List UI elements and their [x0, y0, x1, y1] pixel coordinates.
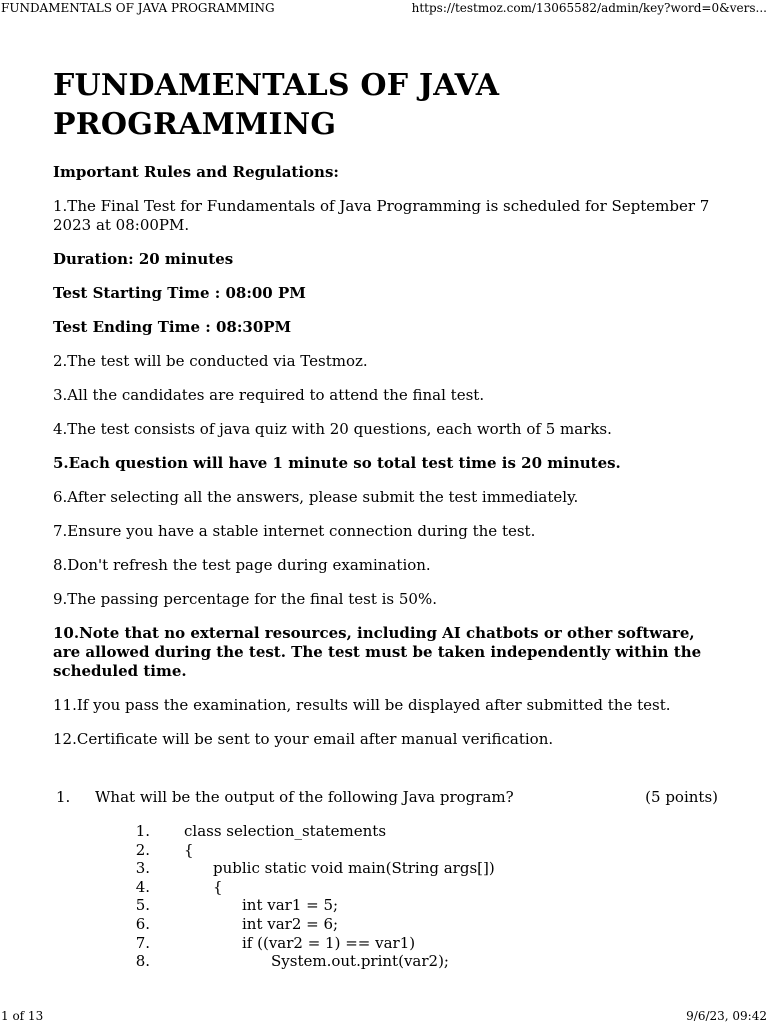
- rule-item: 3.All the candidates are required to attend the final test.: [53, 386, 485, 404]
- rule-item: 9.The passing percentage for the final test is 50%.: [53, 590, 437, 608]
- print-datetime: 9/6/23, 09:42: [686, 1009, 767, 1023]
- line-number: 4.: [135, 877, 150, 896]
- code-listing: [53, 822, 718, 971]
- print-header: [0, 0, 768, 16]
- rule-item: 1.The Final Test for Fundamentals of Java Programming is scheduled for September 7 2023 at 08:00PM.: [53, 197, 710, 234]
- code-text: int var1 = 5;: [242, 896, 339, 915]
- question-1: [53, 788, 718, 807]
- rule-item: 11.If you pass the examination, results will be displayed after submitted the test.: [53, 696, 671, 714]
- code-text: int var2 = 6;: [242, 914, 339, 933]
- page-counter: 1 of 13: [1, 1009, 44, 1023]
- print-header-url[interactable]: https://testmoz.com/13065582/admin/key?word=0&vers...: [411, 1, 767, 15]
- rule-item: 5.Each question will have 1 minute so total test time is 20 minutes.: [53, 454, 621, 472]
- rule-item: Test Starting Time : 08:00 PM: [53, 284, 306, 302]
- code-text: class selection_statements: [184, 822, 387, 840]
- rules-list: [53, 163, 718, 749]
- line-number: 6.: [135, 914, 150, 933]
- line-number: 3.: [135, 859, 150, 878]
- rule-item: 4.The test consists of java quiz with 20 questions, each worth of 5 marks.: [53, 420, 612, 438]
- line-number: 8.: [135, 952, 150, 971]
- code-text: public static void main(String args[]): [213, 859, 495, 878]
- rule-item: 8.Don't refresh the test page during examination.: [53, 556, 431, 574]
- rule-item: 10.Note that no external resources, including AI chatbots or other software, are allowed during the test. The test must be taken independently within the scheduled time.: [53, 624, 702, 680]
- rule-item: Test Ending Time : 08:30PM: [53, 318, 292, 336]
- code-line: [53, 934, 718, 953]
- line-number: 1.: [135, 822, 150, 840]
- code-line: [53, 859, 718, 878]
- question-number: 1.: [56, 788, 71, 806]
- code-text: {: [213, 877, 223, 896]
- rule-item: 6.After selecting all the answers, please submit the test immediately.: [53, 488, 579, 506]
- code-line: [53, 878, 718, 897]
- rule-item: Duration: 20 minutes: [53, 250, 234, 268]
- question-points: (5 points): [645, 788, 718, 806]
- code-line: [53, 841, 718, 860]
- rule-item: 7.Ensure you have a stable internet connection during the test.: [53, 522, 536, 540]
- rule-item: 12.Certificate will be sent to your email after manual verification.: [53, 730, 554, 748]
- line-number: 2.: [135, 840, 150, 859]
- code-text: if ((var2 = 1) == var1): [242, 933, 416, 952]
- line-number: 7.: [135, 933, 150, 952]
- print-footer: [0, 1008, 768, 1024]
- code-text: System.out.print(var2);: [271, 952, 449, 971]
- code-text: {: [184, 840, 194, 859]
- page-title: FUNDAMENTALS OF JAVA PROGRAMMING: [53, 68, 500, 142]
- code-line: [53, 915, 718, 934]
- print-header-title: FUNDAMENTALS OF JAVA PROGRAMMING: [1, 1, 275, 15]
- document: [53, 66, 718, 971]
- code-line: [53, 952, 718, 971]
- line-number: 5.: [135, 896, 150, 915]
- rule-item: Important Rules and Regulations:: [53, 163, 339, 181]
- code-line: [53, 822, 718, 841]
- rule-item: 2.The test will be conducted via Testmoz.: [53, 352, 368, 370]
- code-line: [53, 896, 718, 915]
- question-text: What will be the output of the following Java program?: [95, 788, 514, 806]
